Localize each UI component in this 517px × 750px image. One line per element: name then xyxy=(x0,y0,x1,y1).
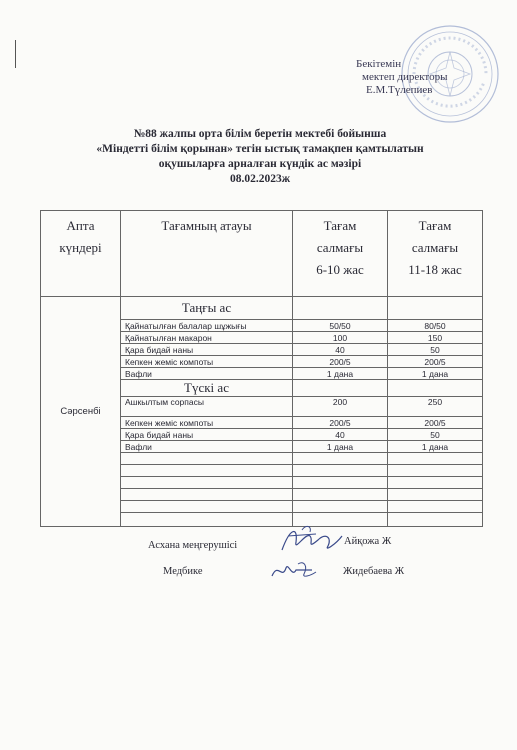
empty-cell xyxy=(293,380,388,397)
weight-6-10: 1 дана xyxy=(293,368,388,380)
empty-cell xyxy=(388,453,483,465)
weight-6-10: 50/50 xyxy=(293,320,388,332)
header-weight-11-18 xyxy=(388,211,483,297)
weight-11-18: 1 дана xyxy=(388,368,483,380)
title-line-2: «Міндетті білім қорынан» тегін ыстық тамақпен қамтылатын xyxy=(96,143,424,155)
nurse-role: Медбике xyxy=(163,566,203,577)
header-weight-6-10 xyxy=(293,211,388,297)
dish-name: Кепкен жеміс компоты xyxy=(121,417,293,429)
header-dish-name-text: Тағамның атауы xyxy=(161,218,252,233)
nurse-signature-icon xyxy=(268,556,328,584)
nurse-name: Жидебаева Ж xyxy=(343,566,405,577)
empty-cell xyxy=(121,513,293,527)
header-day-line-2: күндері xyxy=(59,240,102,255)
section-title-lunch: Түскі ас xyxy=(121,380,293,397)
weight-11-18: 1 дана xyxy=(388,441,483,453)
header-w2-line-2: салмағы xyxy=(411,240,459,255)
header-w1-line-2: салмағы xyxy=(316,240,364,255)
empty-cell xyxy=(293,297,388,320)
empty-cell xyxy=(121,465,293,477)
approval-line-2: мектеп директоры xyxy=(362,71,448,83)
weight-6-10: 200/5 xyxy=(293,356,388,368)
weight-11-18: 80/50 xyxy=(388,320,483,332)
dish-name: Вафли xyxy=(121,441,293,453)
chef-name: Айқожа Ж xyxy=(344,536,392,547)
empty-cell xyxy=(388,489,483,501)
weight-11-18: 50 xyxy=(388,344,483,356)
weight-6-10: 200 xyxy=(293,397,388,417)
empty-cell xyxy=(388,501,483,513)
header-w2-line-1: Тағам xyxy=(418,218,452,233)
section-row-breakfast xyxy=(41,297,483,320)
empty-cell xyxy=(293,501,388,513)
dish-name: Ашкылтым сорпасы xyxy=(121,397,293,417)
empty-cell xyxy=(121,489,293,501)
title-line-3: оқушыларға арналған күндік ас мәзірі xyxy=(158,158,362,170)
empty-cell xyxy=(388,513,483,527)
weight-6-10: 100 xyxy=(293,332,388,344)
chef-signature-icon xyxy=(276,522,346,558)
empty-cell xyxy=(388,477,483,489)
empty-cell xyxy=(388,297,483,320)
empty-cell xyxy=(121,501,293,513)
header-w1-line-3: 6-10 жас xyxy=(316,262,364,277)
dish-name: Вафли xyxy=(121,368,293,380)
chef-role: Асхана меңгерушісі xyxy=(148,540,238,551)
weight-11-18: 200/5 xyxy=(388,417,483,429)
dish-name: Қайнатылған макарон xyxy=(121,332,293,344)
weight-11-18: 150 xyxy=(388,332,483,344)
menu-table xyxy=(40,210,483,527)
weight-11-18: 200/5 xyxy=(388,356,483,368)
empty-cell xyxy=(293,453,388,465)
empty-cell xyxy=(293,489,388,501)
title-line-1: №88 жалпы орта білім беретін мектебі бойынша xyxy=(133,128,387,140)
dish-name: Қайнатылған балалар шұжығы xyxy=(121,320,293,332)
approval-line-3: Е.М.Түлепиев xyxy=(366,84,433,96)
weight-11-18: 250 xyxy=(388,397,483,417)
weight-6-10: 40 xyxy=(293,344,388,356)
title-date: 08.02.2023ж xyxy=(229,173,291,185)
header-w1-line-1: Тағам xyxy=(323,218,357,233)
weight-6-10: 200/5 xyxy=(293,417,388,429)
empty-cell xyxy=(293,477,388,489)
document-title xyxy=(80,127,440,187)
approval-block xyxy=(356,58,448,97)
section-title-breakfast: Таңғы ас xyxy=(121,297,293,320)
empty-cell xyxy=(388,465,483,477)
day-cell: Сәрсенбі xyxy=(41,297,121,527)
header-dish-name xyxy=(121,211,293,297)
dish-name: Қара бидай наны xyxy=(121,429,293,441)
approval-line-1: Бекітемін xyxy=(356,58,402,70)
empty-cell xyxy=(388,380,483,397)
empty-cell xyxy=(293,465,388,477)
page-edge-mark xyxy=(15,40,16,68)
weight-6-10: 1 дана xyxy=(293,441,388,453)
dish-name: Кепкен жеміс компоты xyxy=(121,356,293,368)
dish-name: Қара бидай наны xyxy=(121,344,293,356)
weight-6-10: 40 xyxy=(293,429,388,441)
empty-cell xyxy=(121,453,293,465)
header-w2-line-3: 11-18 жас xyxy=(408,262,462,277)
table-header-row xyxy=(41,211,483,297)
header-day-line-1: Апта xyxy=(66,218,95,233)
header-day xyxy=(41,211,121,297)
empty-cell xyxy=(121,477,293,489)
weight-11-18: 50 xyxy=(388,429,483,441)
